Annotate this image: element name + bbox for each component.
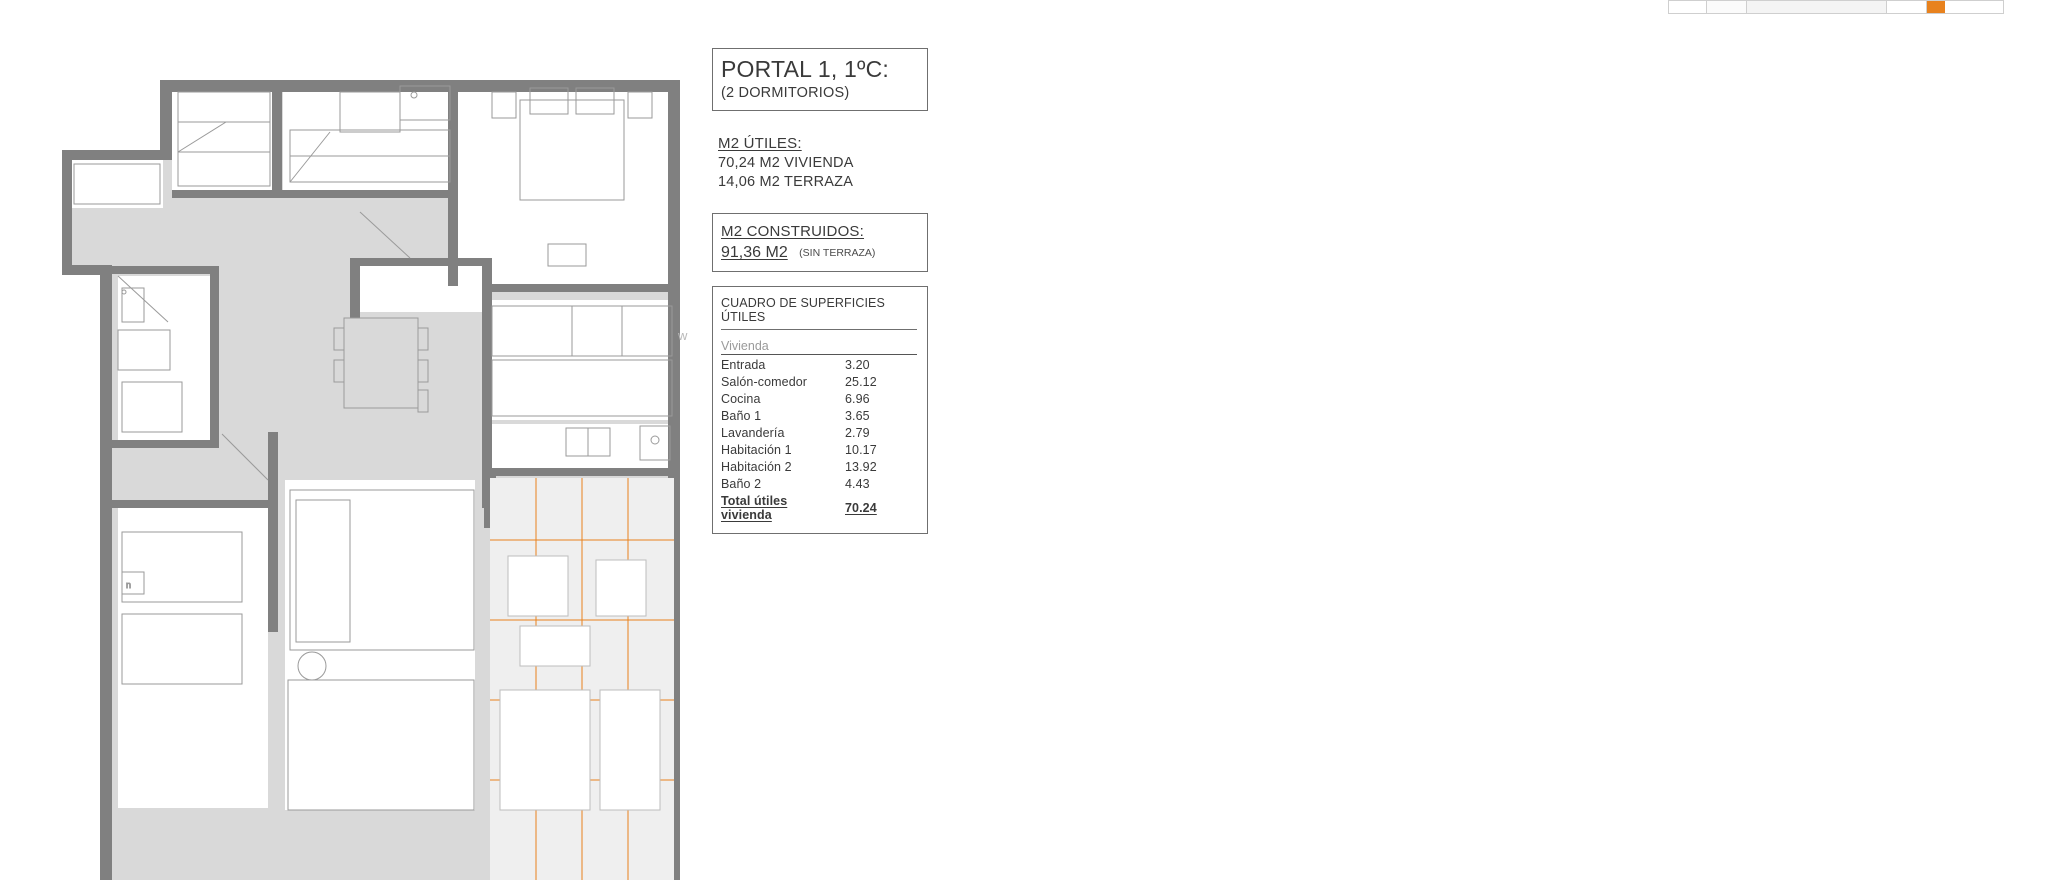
room-value: 3.65 xyxy=(845,408,870,423)
room-value: 3.20 xyxy=(845,357,870,372)
surface-table-title: CUADRO DE SUPERFICIES ÚTILES xyxy=(721,296,917,330)
room-name: Lavandería xyxy=(721,425,785,440)
total-value: 70.24 xyxy=(845,500,877,515)
room-value: 4.43 xyxy=(845,476,870,491)
svg-text:n: n xyxy=(126,580,132,590)
useful-area-line-1: 70,24 M2 VIVIENDA xyxy=(718,155,854,172)
room-name: Salón-comedor xyxy=(721,374,808,389)
strip-segment-4 xyxy=(1887,1,1927,13)
surface-table-box xyxy=(712,286,928,534)
table-row xyxy=(721,458,917,475)
room-name: Cocina xyxy=(721,391,761,406)
room-name: Baño 2 xyxy=(721,476,762,491)
built-area-value: 91,36 M2 xyxy=(721,244,788,262)
table-row xyxy=(721,424,917,441)
info-panel xyxy=(712,48,928,534)
table-total-row xyxy=(721,492,917,523)
room-name: Entrada xyxy=(721,357,766,372)
strip-segment-accent xyxy=(1927,1,1945,13)
table-row xyxy=(721,373,917,390)
surface-table xyxy=(721,356,917,523)
strip-segment-2 xyxy=(1707,1,1747,13)
watermark-text: w xyxy=(678,328,689,343)
room-value: 2.79 xyxy=(845,425,870,440)
strip-segment-6 xyxy=(1945,1,2003,13)
table-row xyxy=(721,475,917,492)
table-row xyxy=(721,407,917,424)
built-area-heading: M2 CONSTRUIDOS: xyxy=(721,223,865,241)
page-subtitle: (2 DORMITORIOS) xyxy=(721,85,850,102)
total-label: Total útiles vivienda xyxy=(721,493,788,522)
table-row xyxy=(721,390,917,407)
useful-area-box xyxy=(712,125,928,199)
surface-table-section: Vivienda xyxy=(721,339,917,355)
room-name: Habitación 2 xyxy=(721,459,792,474)
table-row xyxy=(721,356,917,373)
room-value: 6.96 xyxy=(845,391,870,406)
plan-terrace xyxy=(490,478,674,880)
page-title: PORTAL 1, 1ºC: xyxy=(721,56,890,82)
room-value: 10.17 xyxy=(845,442,877,457)
title-box xyxy=(712,48,928,111)
useful-area-line-2: 14,06 M2 TERRAZA xyxy=(718,174,854,191)
room-value: 25.12 xyxy=(845,374,877,389)
table-row xyxy=(721,441,917,458)
room-value: 13.92 xyxy=(845,459,877,474)
strip-segment-3 xyxy=(1747,1,1887,13)
top-right-strip xyxy=(1668,0,2004,14)
room-name: Habitación 1 xyxy=(721,442,792,457)
useful-area-heading: M2 ÚTILES: xyxy=(718,135,802,153)
room-name: Baño 1 xyxy=(721,408,762,423)
strip-segment-1 xyxy=(1669,1,1707,13)
built-area-note: (SIN TERRAZA) xyxy=(799,247,876,260)
built-area-box xyxy=(712,213,928,272)
